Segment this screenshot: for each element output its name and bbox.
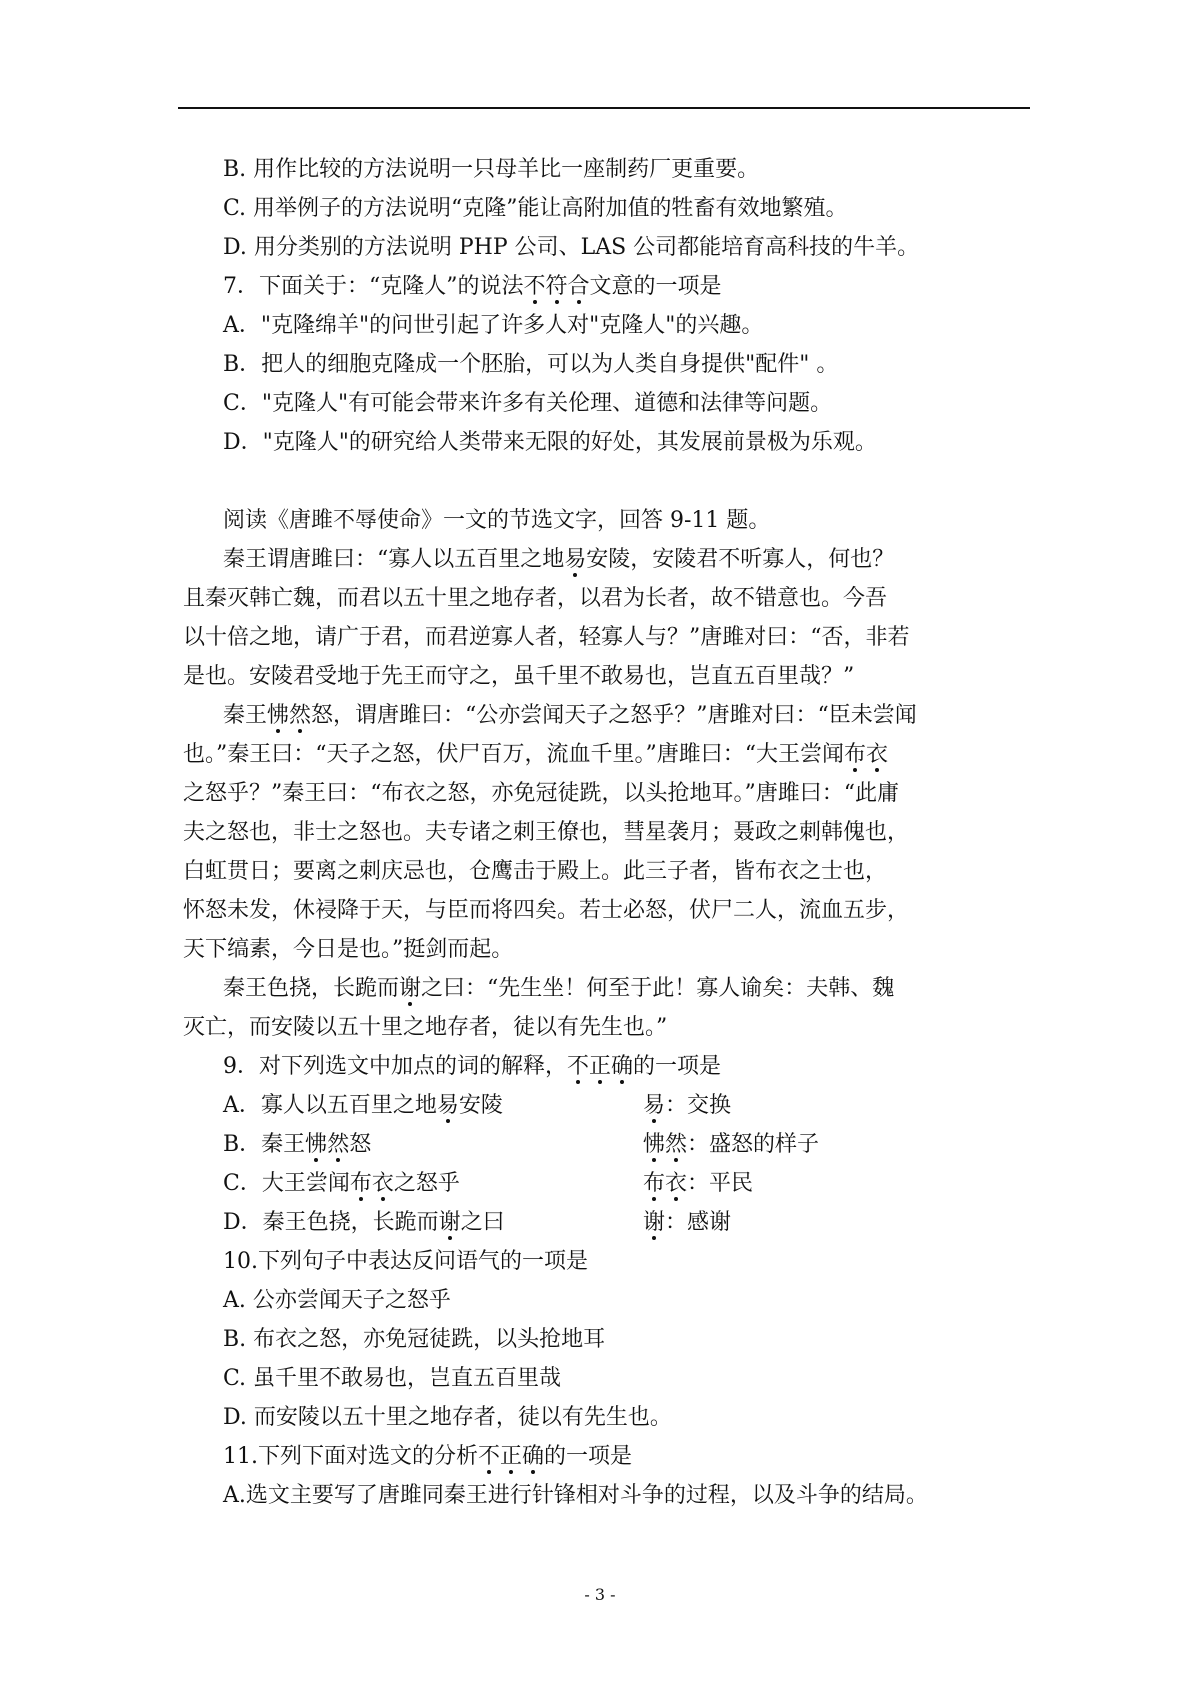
q10-option-b: B. 布衣之怒，亦免冠徒跣，以头抢地耳 xyxy=(223,1327,606,1352)
passage-line: 白虹贯日；要离之刺庆忌也，仓鹰击于殿上。此三子者，皆布衣之士也， xyxy=(183,859,888,884)
q7-option-d: D．"克隆人"的研究给人类带来无限的好处，其发展前景极为乐观。 xyxy=(223,430,877,455)
passage-p3-line1: 秦王色挠，长跪而谢之曰：“先生坐！何至于此！寡人谕矣：夫韩、魏 xyxy=(183,969,1028,1008)
passage-p3-line2: 灭亡，而安陵以五十里之地存者，徒以有先生也。” xyxy=(183,1015,668,1040)
q10-option-d: D. 而安陵以五十里之地存者，徒以有先生也。 xyxy=(223,1405,672,1430)
q6-option-b: B. 用作比较的方法说明一只母羊比一座制药厂更重要。 xyxy=(223,157,760,182)
passage-line: 之怒乎？”秦王曰：“布衣之怒，亦免冠徒跣，以头抢地耳。”唐雎曰：“此庸 xyxy=(183,781,899,806)
page-content xyxy=(183,150,1028,1515)
q6-option-d: D. 用分类别的方法说明 PHP 公司、LAS 公司都能培育高科技的牛羊。 xyxy=(223,235,920,260)
q7-stem: 7．下面关于：“克隆人”的说法不符合文意的一项是 xyxy=(183,267,1028,306)
q7-option-b: B．把人的细胞克隆成一个胚胎，可以为人类自身提供"配件" 。 xyxy=(223,352,839,377)
passage-p2-line1: 秦王怫然怒，谓唐雎曰：“公亦尝闻天子之怒乎？”唐雎对曰：“臣未尝闻 xyxy=(183,696,1028,735)
q10-option-c: C. 虽千里不敢易也，岂直五百里哉 xyxy=(223,1366,562,1391)
q10-option-a: A. 公亦尝闻天子之怒乎 xyxy=(223,1288,451,1313)
passage-line: 怀怒未发，休祲降于天，与臣而将四矣。若士必怒，伏尸二人，流血五步， xyxy=(183,898,910,923)
q9-option-c: C．大王尝闻布衣之怒乎 布衣：平民 xyxy=(183,1164,1028,1203)
passage-intro: 阅读《唐雎不辱使命》一文的节选文字，回答 9-11 题。 xyxy=(223,508,771,533)
q10-stem: 10.下列句子中表达反问语气的一项是 xyxy=(223,1249,588,1274)
header-rule xyxy=(178,107,1030,109)
q7-option-c: C．"克隆人"有可能会带来许多有关伦理、道德和法律等问题。 xyxy=(223,391,833,416)
passage-line: 天下缟素，今日是也。”挺剑而起。 xyxy=(183,937,514,962)
q9-stem: 9．对下列选文中加点的词的解释，不正确的一项是 xyxy=(183,1047,1028,1086)
q6-option-c: C. 用举例子的方法说明“克隆”能让高附加值的牲畜有效地繁殖。 xyxy=(223,196,848,221)
passage-p2-line2: 也。”秦王曰：“天子之怒，伏尸百万，流血千里。”唐雎曰：“大王尝闻布衣 xyxy=(183,735,1028,774)
passage-line: 以十倍之地，请广于君，而君逆寡人者，轻寡人与？”唐雎对曰：“否，非若 xyxy=(183,625,910,650)
passage-line: 夫之怒也，非士之怒也。夫专诸之刺王僚也，彗星袭月；聂政之刺韩傀也， xyxy=(183,820,910,845)
q9-option-d: D．秦王色挠，长跪而谢之曰 谢：感谢 xyxy=(183,1203,1028,1242)
q9-option-a: A．寡人以五百里之地易安陵 易：交换 xyxy=(183,1086,1028,1125)
q11-option-a: A.选文主要写了唐雎同秦王进行针锋相对斗争的过程，以及斗争的结局。 xyxy=(223,1483,928,1508)
passage-p1-line1: 秦王谓唐雎曰：“寡人以五百里之地易安陵，安陵君不听寡人，何也？ xyxy=(183,540,1028,579)
page-number: - 3 - xyxy=(584,1585,616,1604)
q9-option-b: B．秦王怫然怒 怫然：盛怒的样子 xyxy=(183,1125,1028,1164)
q11-stem: 11.下列下面对选文的分析不正确的一项是 xyxy=(183,1437,1028,1476)
q7-option-a: A．"克隆绵羊"的问世引起了许多人对"克隆人"的兴趣。 xyxy=(223,313,764,338)
passage-line: 且秦灭韩亡魏，而君以五十里之地存者，以君为长者，故不错意也。今吾 xyxy=(183,586,888,611)
passage-line: 是也。安陵君受地于先王而守之，虽千里不敢易也，岂直五百里哉？” xyxy=(183,664,855,689)
section-gap xyxy=(183,462,1028,501)
